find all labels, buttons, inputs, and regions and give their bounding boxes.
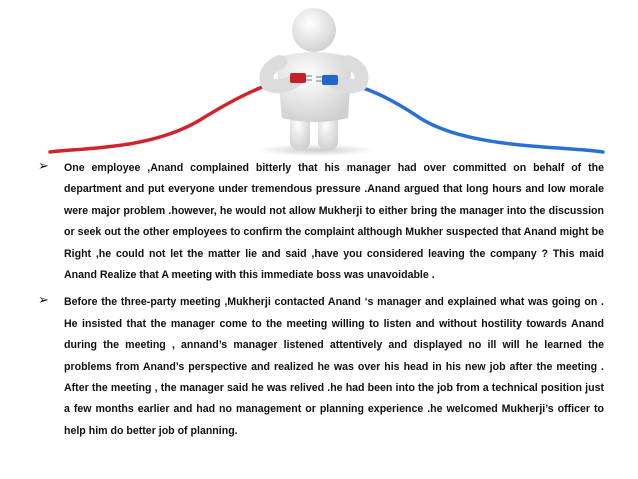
arrow-bullet-icon: ➢ [38, 293, 49, 309]
bullet-list [38, 158, 604, 448]
person-connecting-cables-icon [0, 0, 638, 158]
list-item [38, 158, 604, 286]
arrow-bullet-icon: ➢ [38, 159, 49, 174]
header-illustration [0, 0, 638, 158]
paragraph-text: One employee ,Anand complained bitterly that his manager had over committed on behalf of the department and put everyone under tremendous pressure .Anand argued that long hours and low morale were major problem .however, he would not allow Mukherji to either bring the manager into the discussion or seek out the other employees to confirm the complaint although Mukher suspected that Anand might be Right ,he could not let the matter lie and said ,have you considered leaving the company ? This maid Anand Realize that A meeting with this immediate boss was unavoidable . [64, 162, 604, 282]
list-item [38, 292, 604, 442]
paragraph-text: Before the three-party meeting ,Mukherji contacted Anand ‘s manager and explained what was going on . He insisted that the manager come to the meeting willing to listen and without hostility towards Anand during the meeting , annand’s manager listened attentively and displayed no ill will he learned the problems from Anand’s perspective and realized he was over his head in his new job after the meeting . After the meeting , the manager said he was relived .he had been into the job from a technical position just a few months earlier and had no management or planning experience .he welcomed Mukherji’s officer to help him do better job of planning. [64, 296, 604, 437]
